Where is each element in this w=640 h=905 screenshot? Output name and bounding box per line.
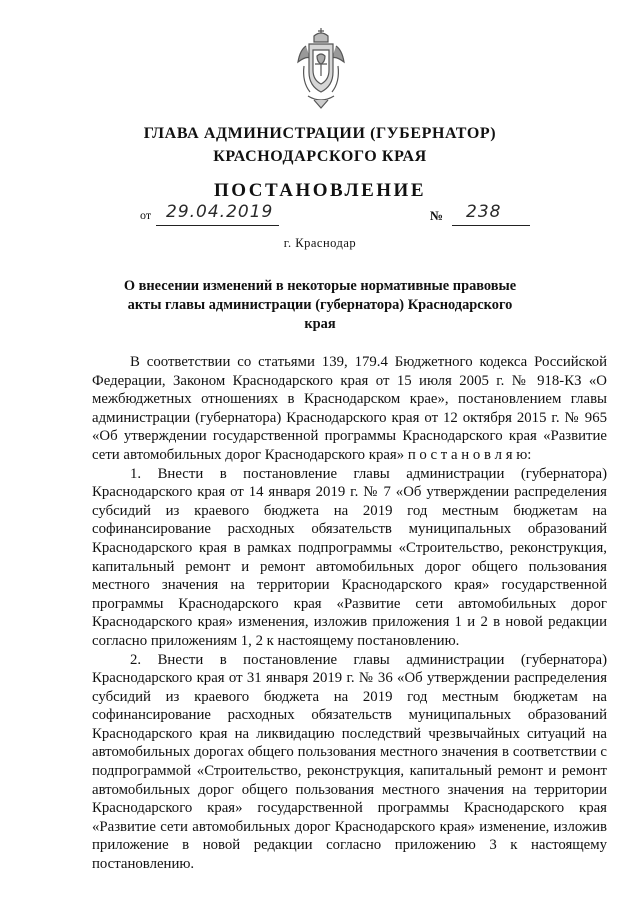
- date-underline: [156, 225, 279, 226]
- authority-line-1: ГЛАВА АДМИНИСТРАЦИИ (ГУБЕРНАТОР): [143, 125, 497, 142]
- document-body: [92, 353, 607, 874]
- document-type: ПОСТАНОВЛЕНИЕ: [213, 180, 427, 201]
- number-underline: [452, 225, 530, 226]
- authority-line-2: КРАСНОДАРСКОГО КРАЯ: [213, 148, 427, 165]
- paragraph-item-1: 1. Внести в постановление главы администрации (губернатора) Краснодарского края от 14 января 2019 г. № 7 «Об утверждении распределения субсидий из краевого бюджета на 2019 год местным бюджетам на софинансирование расходных обязательств муниципальных образований Краснодарского края в рамках подпрограммы «Строительство, реконструкция, капитальный ремонт и ремонт автомобильных дорог общего пользования местного значения на территории Краснодарского края» государственной программы Краснодарского края «Развитие сети автомобильных дорог Краснодарского края» изменения, изложив приложения 1 и 2 в новой редакции согласно приложениям 1, 2 к настоящему постановлению.: [92, 465, 607, 649]
- date-value: 29.04.2019: [166, 202, 274, 222]
- number-value: 238: [466, 202, 502, 222]
- number-label: №: [430, 208, 444, 223]
- paragraph-preamble: В соответствии со статьями 139, 179.4 Бюджетного кодекса Российской Федерации, Законом Краснодарского края от 15 июля 2005 г. № 918-КЗ «О межбюджетных отношениях в Краснодарском крае», постановлением главы администрации (губернатора) Краснодарского края от 12 октября 2015 г. № 965 «Об утверждении государственной программы Краснодарского края «Развитие сети автомобильных дорог Краснодарского края» п о с т а н о в л я ю:: [92, 354, 607, 463]
- krasnodar-coat-of-arms-icon: [296, 26, 346, 110]
- document-title: О внесении изменений в некоторые нормативные правовые акты главы администрации (губернатора) Краснодарского края: [123, 278, 517, 332]
- city: г. Краснодар: [283, 236, 357, 250]
- date-label: от: [140, 208, 152, 222]
- paragraph-item-2: 2. Внести в постановление главы администрации (губернатора) Краснодарского края от 31 января 2019 г. № 36 «Об утверждении распределения субсидий из краевого бюджета на 2019 год местным бюджетам на софинансирование расходных обязательств муниципальных образований Краснодарского края на ликвидацию последствий чрезвычайных ситуаций на автомобильных дорогах общего пользования местного значения в соответствии с подпрограммой «Строительство, реконструкция, капитальный ремонт и ремонт автомобильных дорог общего пользования местного значения на территории Краснодарского края» государственной программы Краснодарского края «Развитие сети автомобильных дорог Краснодарского края» изменение, изложив приложение в новой редакции согласно приложению 3 к настоящему постановлению.: [92, 651, 607, 873]
